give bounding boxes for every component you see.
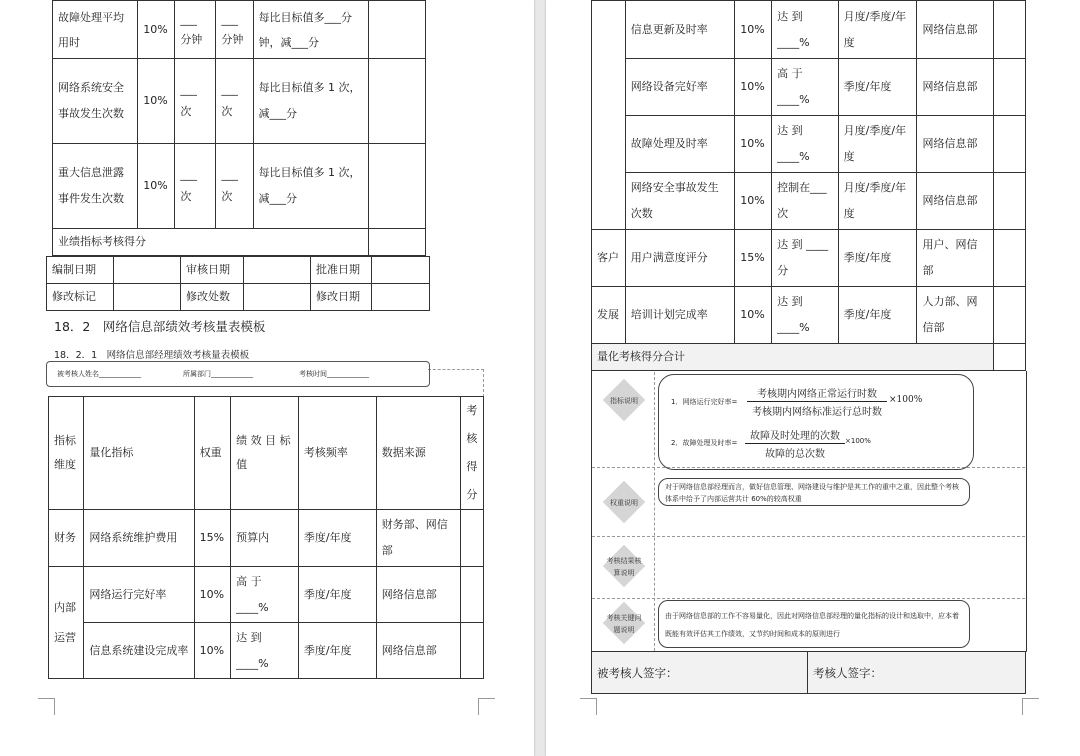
dashed-divider — [592, 598, 1025, 599]
row-source: 网络信息部 — [917, 59, 994, 116]
row-score — [460, 567, 483, 623]
dashed-guide — [483, 369, 484, 397]
row-dim — [592, 1, 626, 230]
row-target: 预算内 — [231, 510, 299, 567]
info-dept: 所属部门____________ — [183, 370, 253, 378]
table-row — [49, 510, 484, 567]
row-source: 网络信息部 — [376, 623, 460, 679]
row-target: 高 于 ____% — [231, 567, 299, 623]
table-row — [592, 1, 1026, 59]
table-row — [53, 59, 426, 144]
row-dim: 财务 — [49, 510, 84, 567]
kpi-weight: 10% — [138, 1, 175, 59]
kpi-continued-table — [591, 0, 1026, 371]
row-source: 网络信息部 — [917, 173, 994, 230]
row-score — [460, 510, 483, 567]
info-time: 考核时间____________ — [299, 370, 369, 378]
row-weight: 10% — [735, 173, 772, 230]
formula1-suffix: ×100% — [889, 395, 923, 405]
key-issue-box — [658, 600, 970, 648]
row-weight: 15% — [735, 230, 772, 287]
row-target: 达 到 ____% — [772, 287, 839, 344]
kpi-weight: 10% — [138, 144, 175, 229]
table-row — [592, 116, 1026, 173]
header-weight: 权重 — [194, 397, 230, 510]
row-target: 达 到 ____% — [231, 623, 299, 679]
meta-value — [372, 257, 430, 284]
top-kpi-table — [52, 0, 426, 256]
document-page-right — [546, 0, 1080, 756]
meta-label: 修改处数 — [181, 284, 244, 311]
formula1-denominator: 考核期内网络标准运行总时数 — [752, 407, 882, 418]
table-row — [592, 173, 1026, 230]
page-corner-mark — [580, 698, 597, 715]
meta-value — [114, 284, 181, 311]
kpi-value-a: ___ 次 — [175, 144, 216, 229]
row-target: 达 到 ____% — [772, 1, 839, 59]
label-indicator-note: 指标说明 — [610, 397, 638, 405]
row-score — [994, 173, 1026, 230]
row-target: 控制在___次 — [772, 173, 839, 230]
info-name: 被考核人姓名____________ — [57, 370, 141, 378]
formula2-suffix: ×100% — [845, 437, 871, 445]
table-row — [592, 287, 1026, 344]
header-target: 绩 效 目 标 值 — [231, 397, 299, 510]
row-weight: 10% — [735, 1, 772, 59]
row-source: 网络信息部 — [376, 567, 460, 623]
meta-label: 编制日期 — [47, 257, 114, 284]
sub-section-title: 18．2．1 网络信息部经理绩效考核量表模板 — [54, 350, 250, 361]
table-row — [47, 284, 430, 311]
kpi-name: 重大信息泄露事件发生次数 — [53, 144, 138, 229]
row-name: 网络设备完好率 — [625, 59, 735, 116]
row-source: 财务部、网信部 — [376, 510, 460, 567]
row-source: 网络信息部 — [917, 116, 994, 173]
sign-right: 考核人签字： — [808, 652, 1026, 694]
kpi-value-b: ___ 次 — [216, 59, 253, 144]
fraction-bar — [745, 443, 845, 444]
formula2-numerator: 故障及时处理的次数 — [750, 431, 840, 442]
label-result-note: 考核结果核算说明 — [606, 557, 642, 577]
row-weight: 10% — [735, 116, 772, 173]
meta-label: 审核日期 — [181, 257, 244, 284]
kpi-rule: 每比目标值多___分钟，减___分 — [253, 1, 368, 59]
dashed-guide — [428, 369, 484, 370]
kpi-value-b: ___ 次 — [216, 144, 253, 229]
weight-note-text: 对于网络信息部经理而言，做好信息管理、网络建设与维护是其工作的重中之重，因此整个考核体系中给予了内部运营共计 60%的较高权重 — [665, 483, 959, 503]
label-key-issue-note: 考核关键问题说明 — [606, 614, 642, 634]
row-name: 网络运行完好率 — [84, 567, 194, 623]
row-freq: 季度/年度 — [298, 510, 376, 567]
formula-box — [658, 374, 974, 470]
kpi-rule: 每比目标值多 1 次，减___分 — [253, 59, 368, 144]
row-dim: 内部运营 — [49, 567, 84, 679]
sign-left: 被考核人签字： — [592, 652, 808, 694]
document-page-left — [0, 0, 534, 756]
info-box — [46, 361, 430, 387]
kpi-score — [368, 59, 425, 144]
score-label: 业绩指标考核得分 — [53, 229, 369, 256]
table-row — [49, 567, 484, 623]
table-row — [49, 623, 484, 679]
formula2-denominator: 故障的总次数 — [765, 449, 825, 460]
page-corner-mark — [1022, 698, 1039, 715]
meta-table — [46, 256, 430, 311]
row-name: 培训计划完成率 — [625, 287, 735, 344]
row-name: 用户满意度评分 — [625, 230, 735, 287]
row-target: 达 到 ____分 — [772, 230, 839, 287]
row-source: 用户、网信部 — [917, 230, 994, 287]
row-freq: 月度/季度/年度 — [838, 116, 917, 173]
kpi-value-a: ___ 分钟 — [175, 1, 216, 59]
row-weight: 10% — [735, 59, 772, 116]
row-score — [460, 623, 483, 679]
row-name: 网络系统维护费用 — [84, 510, 194, 567]
dashed-divider — [654, 372, 655, 651]
kpi-name: 网络系统安全事故发生次数 — [53, 59, 138, 144]
formula1-numerator: 考核期内网络正常运行时数 — [757, 389, 877, 400]
row-score — [994, 287, 1026, 344]
kpi-score — [368, 144, 425, 229]
signature-table — [591, 651, 1026, 694]
row-source: 人力部、网信部 — [917, 287, 994, 344]
meta-value — [244, 284, 311, 311]
table-row — [592, 344, 1026, 371]
table-row — [53, 229, 426, 256]
meta-value — [114, 257, 181, 284]
page-corner-mark — [478, 698, 495, 715]
kpi-value-b: ___ 分钟 — [216, 1, 253, 59]
row-freq: 季度/年度 — [838, 230, 917, 287]
row-freq: 季度/年度 — [298, 567, 376, 623]
row-freq: 月度/季度/年度 — [838, 173, 917, 230]
header-name: 量化指标 — [84, 397, 194, 510]
row-target: 高 于 ____% — [772, 59, 839, 116]
kpi-name: 故障处理平均用时 — [53, 1, 138, 59]
row-score — [994, 230, 1026, 287]
table-row — [592, 230, 1026, 287]
kpi-rule: 每比目标值多 1 次，减___分 — [253, 144, 368, 229]
row-score — [994, 1, 1026, 59]
row-name: 网络安全事故发生次数 — [625, 173, 735, 230]
row-source: 网络信息部 — [917, 1, 994, 59]
meta-label: 修改标记 — [47, 284, 114, 311]
header-source: 数据来源 — [376, 397, 460, 510]
table-row — [53, 1, 426, 59]
row-freq: 季度/年度 — [838, 287, 917, 344]
header-dim: 指标维度 — [49, 397, 84, 510]
row-score — [994, 116, 1026, 173]
weight-note-box — [658, 478, 970, 506]
page-corner-mark — [38, 698, 55, 715]
meta-label: 批准日期 — [311, 257, 372, 284]
meta-value — [372, 284, 430, 311]
table-row — [47, 257, 430, 284]
section-title: 18．2 网络信息部绩效考核量表模板 — [54, 319, 266, 334]
table-row — [53, 144, 426, 229]
fraction-bar — [747, 401, 887, 402]
header-freq: 考核频率 — [298, 397, 376, 510]
row-freq: 季度/年度 — [838, 59, 917, 116]
formula2-prefix: 2．故障处理及时率= — [671, 439, 738, 447]
row-name: 故障处理及时率 — [625, 116, 735, 173]
row-weight: 15% — [194, 510, 230, 567]
kpi-main-table — [48, 396, 484, 679]
table-header-row — [49, 397, 484, 510]
row-weight: 10% — [194, 623, 230, 679]
label-weight-note: 权重说明 — [610, 499, 638, 507]
formula1-prefix: 1．网络运行完好率= — [671, 398, 738, 406]
row-freq: 月度/季度/年度 — [838, 1, 917, 59]
formula2-fraction — [745, 427, 845, 460]
header-score: 考核得分 — [460, 397, 483, 510]
row-name: 信息系统建设完成率 — [84, 623, 194, 679]
total-label: 量化考核得分合计 — [592, 344, 994, 371]
table-row — [592, 59, 1026, 116]
row-dim: 客户 — [592, 230, 626, 287]
kpi-value-a: ___ 次 — [175, 59, 216, 144]
row-weight: 10% — [194, 567, 230, 623]
key-issue-text: 由于网络信息部的工作不容易量化，因此对网络信息部经理的量化指标的设计和选取中，应本着既能有效评估其工作绩效，又节约时间和成本的原则进行 — [665, 612, 959, 638]
row-target: 达 到 ____% — [772, 116, 839, 173]
meta-value — [244, 257, 311, 284]
kpi-weight: 10% — [138, 59, 175, 144]
row-weight: 10% — [735, 287, 772, 344]
kpi-score — [368, 1, 425, 59]
meta-label: 修改日期 — [311, 284, 372, 311]
dashed-divider — [592, 536, 1025, 537]
row-name: 信息更新及时率 — [625, 1, 735, 59]
table-row — [592, 652, 1026, 694]
total-value — [994, 344, 1026, 371]
row-freq: 季度/年度 — [298, 623, 376, 679]
score-value — [368, 229, 425, 256]
row-dim: 发展 — [592, 287, 626, 344]
row-score — [994, 59, 1026, 116]
formula1-fraction — [747, 385, 887, 418]
